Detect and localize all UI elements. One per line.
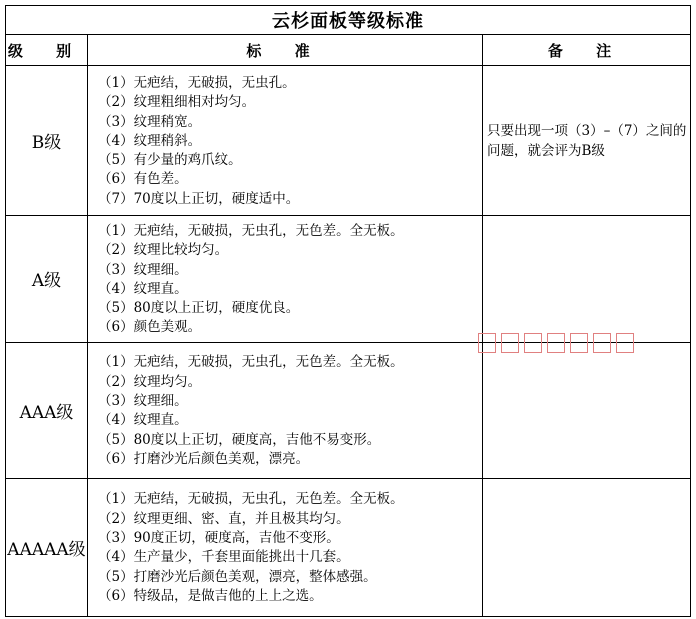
watermark-box xyxy=(501,333,519,353)
standard-item: （2）纹理更细、密、直，并且极其均匀。 xyxy=(98,510,350,527)
standard-item: （2）纹理比较均匀。 xyxy=(98,242,229,259)
standard-item: （5）80度以上正切，硬度高，吉他不易变形。 xyxy=(98,431,381,448)
standard-item: （6）颜色美观。 xyxy=(98,319,202,336)
header-standard: 标 准 xyxy=(88,35,483,66)
grade-cell: AAA级 xyxy=(6,342,88,478)
watermark-boxes xyxy=(478,333,634,353)
table-title: 云杉面板等级标准 xyxy=(6,6,691,35)
standard-item: （6）特级品，是做吉他的上上之选。 xyxy=(98,587,323,604)
standard-item: （4）纹理直。 xyxy=(98,280,188,297)
watermark-box xyxy=(547,333,565,353)
standard-item: （2）纹理粗细相对均匀。 xyxy=(98,94,256,111)
remark-cell xyxy=(483,478,691,616)
remark-cell: 只要出现一项（3）–（7）之间的问题，就会评为B级 xyxy=(483,66,691,216)
watermark-box xyxy=(616,333,634,353)
standard-item: （3）纹理稍宽。 xyxy=(98,113,202,130)
standard-item: （1）无疤结，无破损，无虫孔，无色差。全无板。 xyxy=(98,354,404,371)
grade-cell: A级 xyxy=(6,216,88,343)
standard-item: （5）有少量的鸡爪纹。 xyxy=(98,152,242,169)
grading-table xyxy=(5,5,691,617)
standard-item: （2）纹理均匀。 xyxy=(98,373,202,390)
header-grade: 级 别 xyxy=(6,35,88,66)
table-row xyxy=(6,478,691,616)
watermark-box xyxy=(478,333,496,353)
standard-item: （3）90度正切，硬度高，吉他不变形。 xyxy=(98,529,340,546)
standard-cell xyxy=(88,216,483,343)
header-remark: 备 注 xyxy=(483,35,691,66)
standard-item: （4）纹理直。 xyxy=(98,412,188,429)
standard-item: （1）无疤结，无破损，无虫孔。 xyxy=(98,74,296,91)
standard-item: （3）纹理细。 xyxy=(98,392,188,409)
standard-cell xyxy=(88,342,483,478)
grade-cell: B级 xyxy=(6,66,88,216)
standard-item: （6）有色差。 xyxy=(98,171,188,188)
standard-item: （4）生产量少，千套里面能挑出十几套。 xyxy=(98,549,350,566)
standard-item: （4）纹理稍斜。 xyxy=(98,132,202,149)
watermark-box xyxy=(570,333,588,353)
standard-cell xyxy=(88,66,483,216)
standard-item: （5）打磨沙光后颜色美观，漂亮，整体感强。 xyxy=(98,568,377,585)
standard-item: （6）打磨沙光后颜色美观，漂亮。 xyxy=(98,450,310,467)
table-row xyxy=(6,66,691,216)
watermark-box xyxy=(524,333,542,353)
grade-cell: AAAAA级 xyxy=(6,478,88,616)
standard-item: （1）无疤结，无破损，无虫孔，无色差。全无板。 xyxy=(98,223,404,239)
standard-item: （7）70度以上正切，硬度适中。 xyxy=(98,190,300,207)
table-row xyxy=(6,216,691,343)
grading-table-sheet xyxy=(5,5,690,617)
table-row xyxy=(6,342,691,478)
watermark-box xyxy=(593,333,611,353)
standard-item: （5）80度以上正切，硬度优良。 xyxy=(98,300,300,317)
standard-item: （3）纹理细。 xyxy=(98,261,188,278)
remark-cell xyxy=(483,216,691,343)
remark-cell xyxy=(483,342,691,478)
standard-cell xyxy=(88,478,483,616)
standard-item: （1）无疤结，无破损，无虫孔，无色差。全无板。 xyxy=(98,491,404,508)
